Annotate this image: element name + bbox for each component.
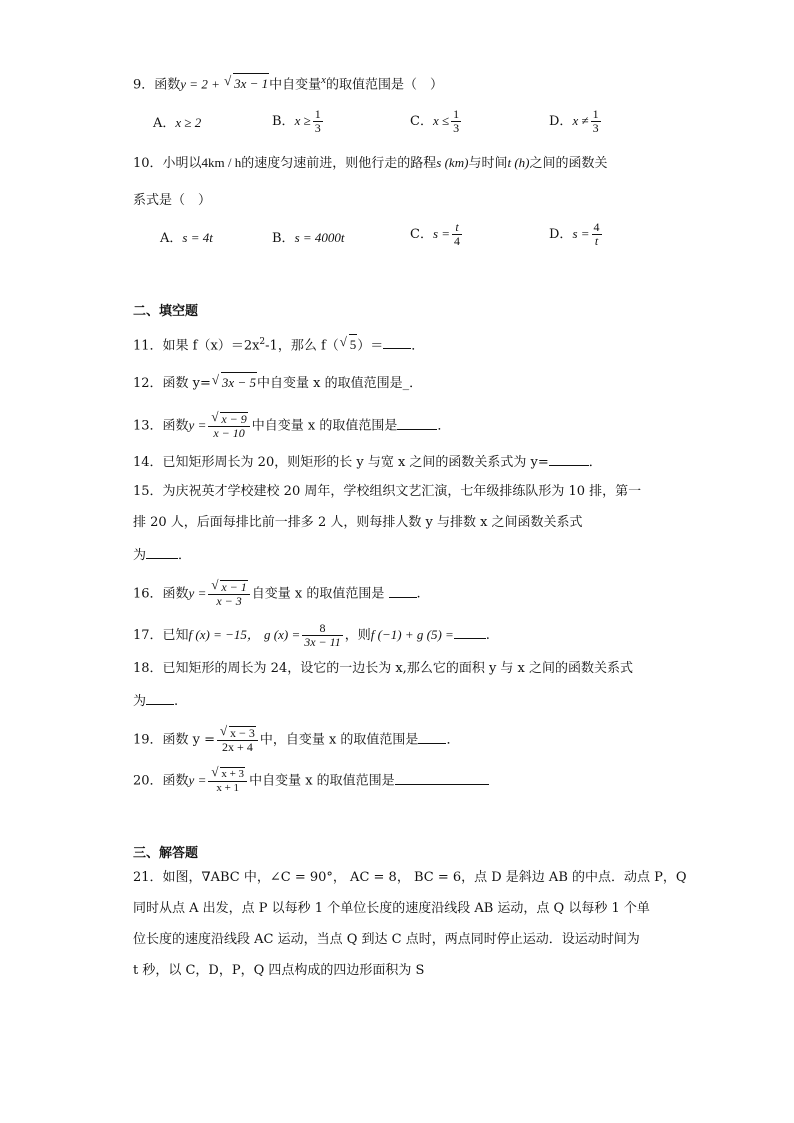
section-solve: 三、解答题 [133,846,199,861]
q9-option-c[interactable]: C．x ≤ $\frac{1}{3}$ [410,107,460,135]
q17: 17．已知f (x) = −15， g (x) = $\frac{8}{3x - 11}$ ，则f (−1) + g (5) = . [133,621,490,649]
answer-blank[interactable] [146,544,178,559]
answer-blank[interactable] [389,583,417,598]
q15-line1: 15．为庆祝英才学校建校 20 周年，学校组织文艺汇演，七年级排练队形为 10 排，第一 [133,484,642,499]
q9-option-a[interactable]: A．x ≥ 2 [153,115,202,131]
q21-line2: 同时从点 A 出发，点 P 以每秒 1 个单位长度的速度沿线段 AB 运动，点 Q 以每秒 1 个单 [133,901,650,916]
q15-line2: 排 20 人，后面每排比前一排多 2 人，则每排人数 y 与排数 x 之间函数关系式 [133,515,583,530]
answer-blank[interactable] [383,334,411,349]
q10-option-d[interactable]: D．s = $\frac{4}{t}$ [549,220,600,248]
q18-line1: 18．已知矩形的周长为 24，设它的一边长为 x,那么它的面积 y 与 x 之间的函数关系式 [133,661,634,676]
q9-option-b[interactable]: B．x ≥ $\frac{1}{3}$ [272,107,321,135]
q10-stem-line2: 系式是（ ） [133,193,212,208]
answer-blank[interactable] [418,729,446,744]
q9-option-d[interactable]: D．x ≠ $\frac{1}{3}$ [549,107,599,135]
q18-line2: 为 . [133,690,178,712]
q12: 12．函数 y=√ 3x − 5中自变量 x 的取值范围是_． [133,372,422,394]
q20: 20．函数y = √ $\frac{x + 3}{x + 1}$ 中自变量 x 的取值范围是 [133,767,489,795]
q16: 16．函数y = √ $\frac{x - 1}{x - 3}$ 自变量 x 的取值范围是 . [133,580,421,608]
q10-option-a[interactable]: A．s = 4t [160,230,213,246]
q9-stem: 9．函数y = 2 + √ 3x − 1中自变量$^x$的取值范围是（ ） [133,70,443,95]
answer-blank[interactable] [549,451,589,466]
q9-function: y = 2 + [180,76,224,92]
answer-blank[interactable] [454,624,486,639]
q10-option-b[interactable]: B．s = 4000t [272,230,345,246]
q19: 19．函数 y = √ $\frac{x - 3}{2x + 4}$ 中，自变量 x 的取值范围是 ． [133,726,459,754]
q21-line1: 21．如图，∇ABC 中，∠C = 90°， AC = 8， BC = 6，点 D 是斜边 AB 的中点．动点 P，Q [133,870,687,885]
q9-radical: √ 3x − 1 [233,73,269,94]
q10-option-c[interactable]: C．s = $\frac{t}{4}$ [410,220,461,248]
q11: 11．如果 $f(x)=2x^2-1$，那么 f（√ 5）＝ ． [133,332,424,356]
q15-line3: 为 ． [133,544,191,566]
q21-line3: 位长度的速度沿线段 AC 运动，当点 Q 到达 C 点时，两点同时停止运动．设运动时间为 [133,932,640,947]
q14: 14．已知矩形周长为 20，则矩形的长 y 与宽 x 之间的函数关系式为 y= ． [133,451,602,473]
answer-blank[interactable] [397,415,437,430]
answer-blank[interactable] [146,690,174,705]
q21-line4: t 秒，以 C，D，P，Q 四点构成的四边形面积为 S [133,963,425,978]
section-fill-in: 二、填空题 [133,304,199,319]
answer-blank[interactable] [395,770,489,785]
q10-stem-line1: 10．小明以4km / h的速度匀速前进，则他行走的路程s (km)与时间t (h)之间的函数关 [133,155,608,171]
q13: 13．函数y = √ $\frac{x - 9}{x - 10}$ 中自变量 x 的取值范围是 ． [133,412,450,440]
